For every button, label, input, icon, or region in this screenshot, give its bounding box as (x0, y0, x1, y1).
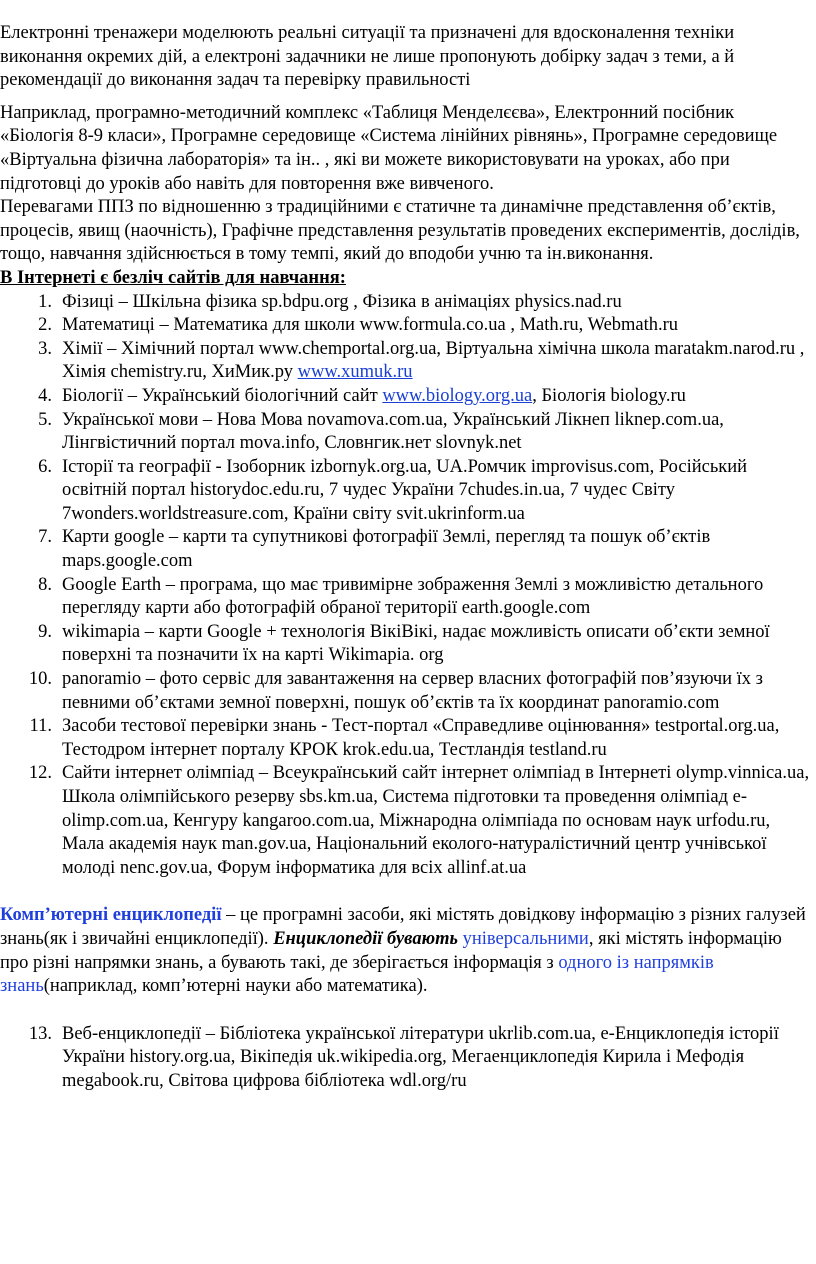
encyclopedia-text-3: , які містять інформацію про різні напрямки знань, а бувають такі, де зберігається інформація з (0, 928, 782, 973)
list-item-number: 12. (28, 763, 52, 784)
encyclopedia-emphasis: Енциклопедії бувають (273, 928, 458, 949)
list-item-text: Історії та географії - Ізоборник izbornyk.org.ua, UA.Ромчик improvisus.com, Російський освітній портал historydoc.edu.ru, 7 чудес України 7chudes.in.ua, 7 чудес Світу 7wonders.worldstreasure.com, Країни світу svit.ukrinform.ua (62, 456, 748, 524)
list-item (0, 338, 812, 385)
list-item-number: 8. (38, 574, 52, 595)
list-item-number: 11. (29, 716, 52, 737)
list-item (0, 1023, 812, 1094)
sites-list (0, 291, 812, 881)
encyclopedia-universal: універсальними (462, 928, 589, 949)
list-item-number: 2. (38, 315, 52, 336)
list-item (0, 668, 812, 715)
spacer (0, 999, 812, 1023)
list-item-text: wikimapia – карти Google + технологія ВікіВікі, надає можливість описати об’єкти земної поверхні та позначити їх на карті Wikimapia. org (62, 621, 770, 666)
list-item-text-after: , Біологія biology.ru (532, 385, 686, 406)
list-item (0, 526, 812, 573)
encyclopedia-single-field: одного із напрямків знань (0, 952, 714, 997)
list-item-number: 7. (38, 527, 52, 548)
list-item-text: Засоби тестової перевірки знань - Тест-портал «Справедливе оцінювання» testportal.org.ua, Тестодром інтернет порталу КРОК krok.edu.ua, Тестландія testland.ru (62, 716, 780, 760)
encyclopedia-paragraph (0, 904, 812, 998)
list-item-number: 3. (38, 338, 52, 359)
list-item-text: Карти google – карти та супутникові фотографії Землі, перегляд та пошук об’єктів maps.google.com (62, 527, 711, 572)
list-item (0, 574, 812, 621)
list-item (0, 314, 812, 338)
list-item-text: Фізиці – Шкільна фізика sp.bdpu.org , Фізика в анімаціях physics.nad.ru (62, 291, 622, 312)
list-item-number: 13. (28, 1023, 52, 1044)
list-item-number: 4. (38, 385, 52, 406)
list-item (0, 762, 812, 880)
spacer (0, 880, 812, 904)
list-item-text: Біології – Український біологічний сайт (62, 385, 383, 406)
list-item-text: Хімії – Хімічний портал www.chemportal.org.ua, Віртуальна хімічна школа maratakm.narod.ru , Хімія chemistry.ru, ХиМик.ру (62, 338, 805, 383)
list-item-number: 9. (38, 621, 52, 642)
xumuk-link[interactable]: www.xumuk.ru (297, 362, 413, 383)
list-item-text: Математиці – Математика для школи www.formula.co.ua , Math.ru, Webmath.ru (62, 315, 679, 336)
list-item-text: panoramio – фото сервіс для завантаження на сервер власних фотографій пов’язуючи їх з певними об’єктами земної поверхні, пошук об’єктів та їх координат panoramio.com (62, 669, 763, 713)
list-item (0, 385, 812, 409)
list-item (0, 291, 812, 315)
list-item (0, 621, 812, 668)
list-item-text: Веб-енциклопедії – Бібліотека української літератури ukrlib.com.ua, е-Енциклопедія історії України history.org.ua, Вікіпедія uk.wikipedia.org, Мегаенциклопедія Кирила і Мефодія megabook.ru, Світова цифрова бібліотека wdl.org/ru (62, 1023, 779, 1091)
list-item-number: 5. (38, 409, 52, 430)
document-page (0, 22, 812, 1094)
intro-paragraph-advantages: Перевагами ППЗ по відношенню з традиційними є статичне та динамічне представлення об’єктів, процесів, явищ (наочність), Графічне представлення результатів проведених експериментів, дослідів, тощо, навчання здійснюється в тому темпі, який до вподоби учню та ін.виконання. (0, 197, 800, 265)
list-item (0, 456, 812, 527)
list-item-text: Google Earth – програма, що має тривимірне зображення Землі з можливістю детального перегляду карти або фотографій обраної території earth.google.com (62, 574, 764, 619)
encyclopedia-text-4: (наприклад, комп’ютерні науки або математика). (43, 976, 428, 997)
list-item-number: 1. (38, 291, 52, 312)
list-item-text: Сайти інтернет олімпіад – Всеукраїнський сайт інтернет олімпіад в Інтернеті olymp.vinnica.ua, Школа олімпійського резерву sbs.km.ua, Система підготовки та проведення олімпіад e-olimp.com.ua, Кенгуру kangaroo.com.ua, Міжнародна олімпіада по основам наук urfodu.ru, Мала академія наук man.gov.ua, Національний еколого-натуралістичний центр учнівської молоді nenc.gov.ua, Форум інформатика для всіх allinf.at.ua (62, 763, 810, 878)
web-encyclopedia-list (0, 1023, 812, 1094)
intro-paragraph-examples: Наприклад, програмно-методичний комплекс «Таблиця Менделєєва», Електронний посібник «Біологія 8-9 класи», Програмне середовище «Система лінійних рівнянь», Програмне середовище «Віртуальна фізична лабораторія» та ін.. , які ви можете використовувати на уроках, або при підготовці до уроків або навіть для повторення вже вивченого. (0, 102, 778, 194)
biology-link[interactable]: www.biology.org.ua (382, 385, 533, 406)
intro-paragraph-trainers: Електронні тренажери моделюють реальні ситуації та призначені для вдосконалення техніки виконання окремих дій, а електроні задачники не лише пропонують добірку задач з теми, а й рекомендації до виконання задач та перевірку правильності (0, 23, 735, 91)
list-item-number: 6. (38, 456, 52, 477)
encyclopedia-text-1: – це програмні засоби, які містять довідкову інформацію з різних галузей знань(як і звичайні енциклопедії). (0, 905, 806, 949)
list-item-number: 10. (28, 669, 52, 690)
list-item (0, 409, 812, 456)
list-item-text: Української мови – Нова Мова novamova.com.ua, Український Лікнеп liknep.com.ua, Лінгвістичний портал mova.info, Словнгик.нет slovnyk.net (62, 409, 724, 454)
sites-heading: В Інтернеті є безліч сайтів для навчання: (0, 267, 346, 288)
encyclopedia-term: Комп’ютерні енциклопедії (0, 905, 222, 926)
list-item (0, 715, 812, 762)
